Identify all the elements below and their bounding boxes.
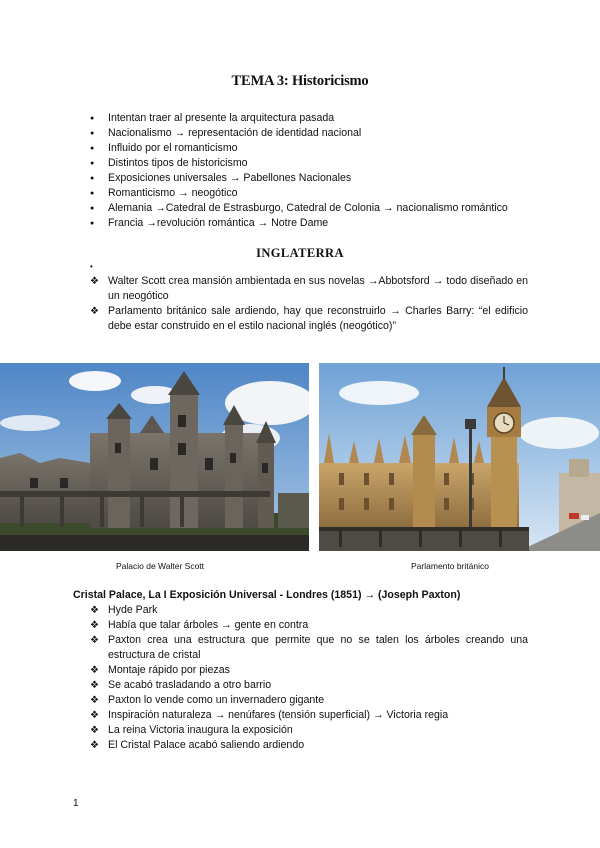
section-heading-inglaterra: INGLATERRA (256, 246, 344, 260)
list-item: ● Exposiciones universales → Pabellones Nacionales (90, 171, 508, 186)
parliament-photo (319, 363, 600, 551)
cristal-section-title: Cristal Palace, La I Exposición Universal - Londres (1851) → (Joseph Paxton) (73, 589, 461, 601)
cristal-bullet-list (90, 603, 528, 753)
caption-right: Parlamento británico (411, 561, 489, 571)
page-number: 1 (73, 798, 79, 809)
list-item: ❖ Inspiración naturaleza → nenúfares (tensión superficial) → Victoria regia (90, 708, 528, 723)
list-item: ❖ Se acabó trasladando a otro barrio (90, 678, 528, 693)
list-item: ● Distintos tipos de historicismo (90, 156, 508, 171)
intro-bullet-list (90, 111, 508, 231)
list-item: ● Intentan traer al presente la arquitectura pasada (90, 111, 508, 126)
list-item: ● Francia →revolución romántica → Notre Dame (90, 216, 508, 231)
abbotsford-photo (0, 363, 309, 551)
list-item: ● Romanticismo → neogótico (90, 186, 508, 201)
caption-left: Palacio de Walter Scott (115, 561, 205, 571)
list-item: ● Alemania →Catedral de Estrasburgo, Catedral de Colonia → nacionalismo romántico (90, 201, 508, 216)
list-item: ❖ Paxton lo vende como un invernadero gigante (90, 693, 528, 708)
list-item: ❖ Montaje rápido por piezas (90, 663, 528, 678)
list-item: ❖ El Cristal Palace acabó saliendo ardiendo (90, 738, 528, 753)
list-item: ❖ La reina Victoria inaugura la exposición (90, 723, 528, 738)
list-item: ❖ Parlamento británico sale ardiendo, hay que reconstruirlo → Charles Barry: “el edificio debe estar construido en el estilo nacional inglés (neogótico)” (90, 304, 528, 334)
list-item: ❖ Había que talar árboles → gente en contra (90, 618, 528, 633)
inglaterra-bullet-list (90, 274, 528, 334)
page-title: TEMA 3: Historicismo (231, 73, 369, 89)
list-item: ❖ Paxton crea una estructura que permite que no se talen los árboles creando una estructura de cristal (90, 633, 528, 663)
list-item: ❖ Walter Scott crea mansión ambientada en sus novelas →Abbotsford → todo diseñado en un neogótico (90, 274, 528, 304)
list-item: ❖ Hyde Park (90, 603, 528, 618)
list-item: ● Influido por el romanticismo (90, 141, 508, 156)
empty-bullet-dot: • (90, 262, 93, 271)
list-item: ● Nacionalismo → representación de identidad nacional (90, 126, 508, 141)
